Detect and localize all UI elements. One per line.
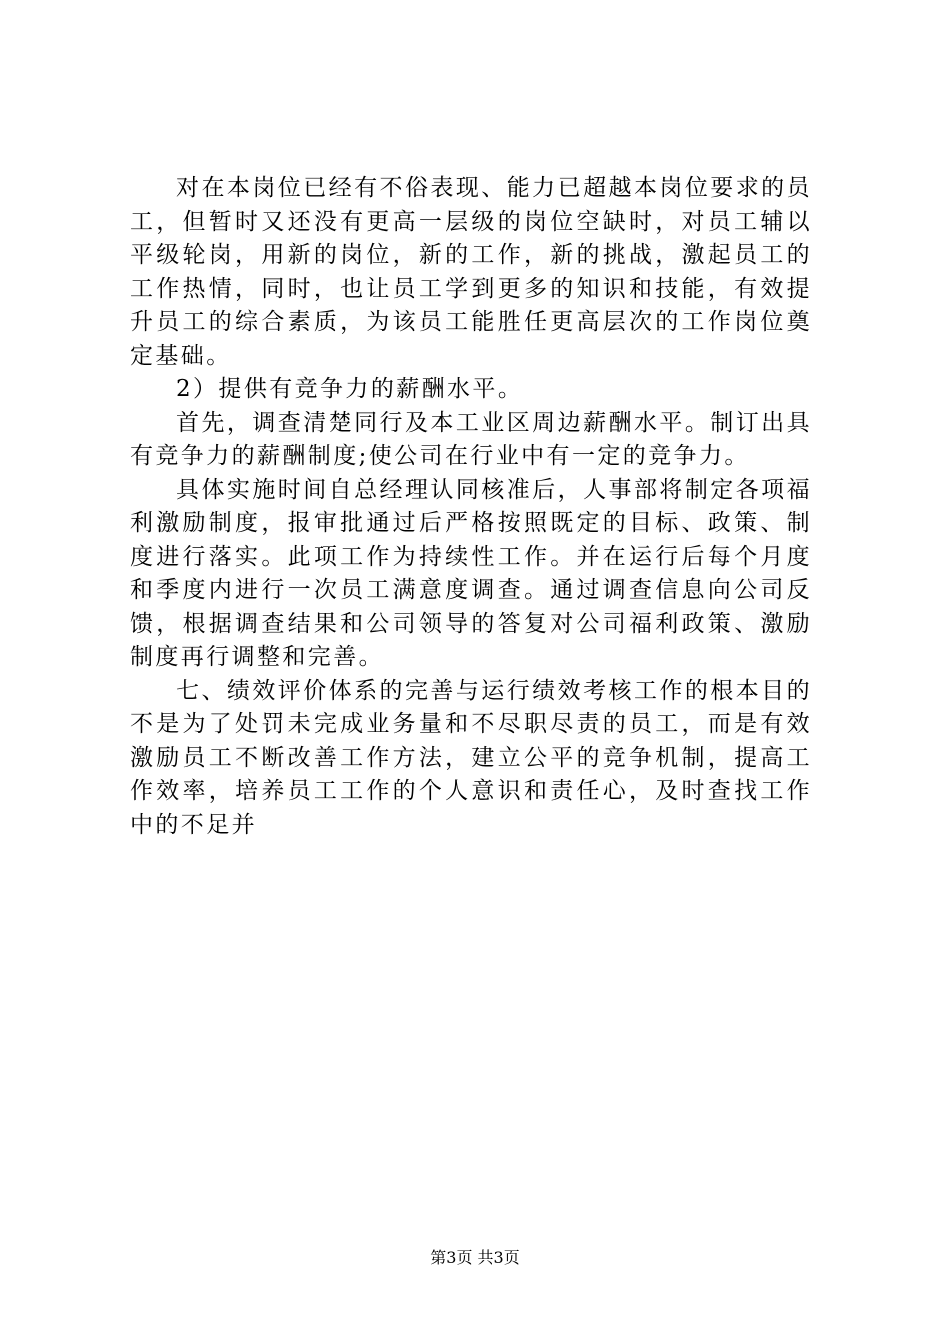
document-body (130, 172, 812, 842)
paragraph-implementation: 具体实施时间自总经理认同核准后，人事部将制定各项福利激励制度，报审批通过后严格按照既定的目标、政策、制度进行落实。此项工作为持续性工作。并在运行后每个月度和季度内进行一次员工满意度调查。通过调查信息向公司反馈，根据调查结果和公司领导的答复对公司福利政策、激励制度再行调整和完善。 (130, 476, 812, 670)
paragraph-salary-survey: 首先，调查清楚同行及本工业区周边薪酬水平。制订出具有竞争力的薪酬制度;使公司在行业中有一定的竞争力。 (130, 409, 812, 469)
paragraph-job-rotation: 对在本岗位已经有不俗表现、能力已超越本岗位要求的员工，但暂时又还没有更高一层级的岗位空缺时，对员工辅以平级轮岗，用新的岗位，新的工作，新的挑战，激起员工的工作热情，同时，也让员工学到更多的知识和技能，有效提升员工的综合素质，为该员工能胜任更高层次的工作岗位奠定基础。 (130, 175, 812, 369)
paragraph-salary-heading: 2）提供有竞争力的薪酬水平。 (176, 376, 524, 402)
paragraph-performance-evaluation: 七、绩效评价体系的完善与运行绩效考核工作的根本目的不是为了处罚未完成业务量和不尽职尽责的员工，而是有效激励员工不断改善工作方法，建立公平的竞争机制，提高工作效率，培养员工工作的个人意识和责任心，及时查找工作中的不足并 (130, 677, 812, 838)
page-number-footer: 第3页 共3页 (430, 1248, 520, 1267)
